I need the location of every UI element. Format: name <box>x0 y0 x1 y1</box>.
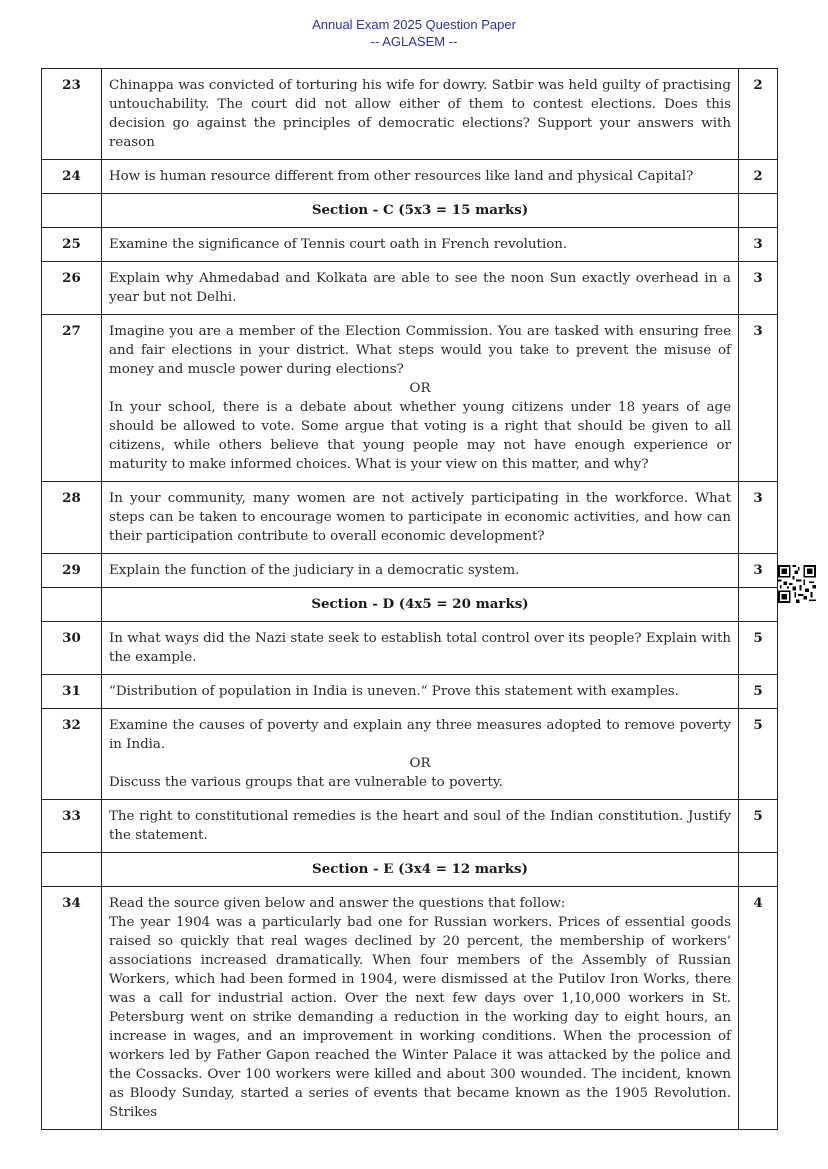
table-row <box>42 622 778 675</box>
question-marks: 5 <box>739 622 778 675</box>
table-row <box>42 554 778 588</box>
section-row <box>42 194 778 228</box>
table-row <box>42 709 778 800</box>
header-subtitle: -- AGLASEM -- <box>370 34 458 49</box>
question-text: Examine the significance of Tennis court oath in French revolution. <box>102 228 739 262</box>
question-number: 28 <box>42 482 102 554</box>
question-table <box>41 68 778 1130</box>
question-marks: 4 <box>739 887 778 1130</box>
question-marks: 5 <box>739 800 778 853</box>
or-divider: OR <box>409 381 431 396</box>
question-marks: 3 <box>739 482 778 554</box>
question-number: 25 <box>42 228 102 262</box>
question-number: 29 <box>42 554 102 588</box>
empty-cell <box>739 194 778 228</box>
alternate-question-text: Discuss the various groups that are vulnerable to poverty. <box>109 775 503 790</box>
table-row <box>42 675 778 709</box>
question-text: Chinappa was convicted of torturing his wife for dowry. Satbir was held guilty of practising untouchability. The court did not allow either of them to contest elections. Does this decision go against the principles of democratic elections? Support your answers with reason <box>102 69 739 160</box>
or-divider: OR <box>409 756 431 771</box>
question-number: 27 <box>42 315 102 482</box>
question-text: The right to constitutional remedies is the heart and soul of the Indian constitution. Justify the statement. <box>102 800 739 853</box>
question-text: In your community, many women are not actively participating in the workforce. What steps can be taken to encourage women to participate in economic activities, and how can their participation contribute to overall economic development? <box>102 482 739 554</box>
table-row <box>42 482 778 554</box>
question-marks: 3 <box>739 315 778 482</box>
question-text-block <box>102 315 739 482</box>
table-row <box>42 228 778 262</box>
alternate-question-text: In your school, there is a debate about whether young citizens under 18 years of age should be allowed to vote. Some argue that voting is a right that should be given to all citizens, while others believe that young people may not have enough experience or maturity to make informed choices. What is your view on this matter, and why? <box>109 400 731 472</box>
question-number: 24 <box>42 160 102 194</box>
table-row <box>42 262 778 315</box>
question-text: “Distribution of population in India is uneven.“ Prove this statement with examples. <box>102 675 739 709</box>
question-marks: 2 <box>739 160 778 194</box>
question-text: Explain the function of the judiciary in a democratic system. <box>102 554 739 588</box>
question-text-block <box>102 709 739 800</box>
question-marks: 3 <box>739 554 778 588</box>
empty-cell <box>739 588 778 622</box>
question-number: 33 <box>42 800 102 853</box>
empty-cell <box>739 853 778 887</box>
section-row <box>42 853 778 887</box>
empty-cell <box>42 853 102 887</box>
question-marks: 2 <box>739 69 778 160</box>
header-title: Annual Exam 2025 Question Paper <box>312 17 516 32</box>
empty-cell <box>42 194 102 228</box>
question-number: 31 <box>42 675 102 709</box>
question-marks: 3 <box>739 228 778 262</box>
question-text: Imagine you are a member of the Election Commission. You are tasked with ensuring free and fair elections in your district. What steps would you take to prevent the misuse of money and muscle power during elections? <box>109 324 731 377</box>
empty-cell <box>42 588 102 622</box>
section-heading: Section - D (4x5 = 20 marks) <box>102 588 739 622</box>
question-number: 34 <box>42 887 102 1130</box>
section-heading: Section - C (5x3 = 15 marks) <box>102 194 739 228</box>
question-text-block <box>102 887 739 1130</box>
question-marks: 5 <box>739 709 778 800</box>
question-marks: 5 <box>739 675 778 709</box>
question-number: 26 <box>42 262 102 315</box>
table-row <box>42 800 778 853</box>
qr-code-icon <box>778 565 816 603</box>
question-text: In what ways did the Nazi state seek to establish total control over its people? Explain with the example. <box>102 622 739 675</box>
question-text: How is human resource different from other resources like land and physical Capital? <box>102 160 739 194</box>
question-marks: 3 <box>739 262 778 315</box>
page-header <box>0 16 828 50</box>
section-heading: Section - E (3x4 = 12 marks) <box>102 853 739 887</box>
table-row <box>42 69 778 160</box>
question-text: Explain why Ahmedabad and Kolkata are able to see the noon Sun exactly overhead in a year but not Delhi. <box>102 262 739 315</box>
question-text: Examine the causes of poverty and explain any three measures adopted to remove poverty in India. <box>109 718 731 752</box>
source-passage-text: The year 1904 was a particularly bad one for Russian workers. Prices of essential goods raised so quickly that real wages declined by 20 percent, the membership of workers’ associations increased dramatically. When four members of the Assembly of Russian Workers, which had been formed in 1904, were dismissed at the Putilov Iron Works, there was a call for industrial action. Over the next few days over 1,10,000 workers in St. Petersburg went on strike demanding a reduction in the working day to eight hours, an increase in wages, and an improvement in working conditions. When the procession of workers led by Father Gapon reached the Winter Palace it was attacked by the police and the Cossacks. Over 100 workers were killed and about 300 wounded. The incident, known as Bloody Sunday, started a series of events that became known as the 1905 Revolution. Strikes <box>109 915 731 1120</box>
table-row <box>42 887 778 1130</box>
question-number: 32 <box>42 709 102 800</box>
question-number: 30 <box>42 622 102 675</box>
question-text: Read the source given below and answer the questions that follow: <box>109 896 566 911</box>
section-row <box>42 588 778 622</box>
question-number: 23 <box>42 69 102 160</box>
table-row <box>42 315 778 482</box>
table-row <box>42 160 778 194</box>
